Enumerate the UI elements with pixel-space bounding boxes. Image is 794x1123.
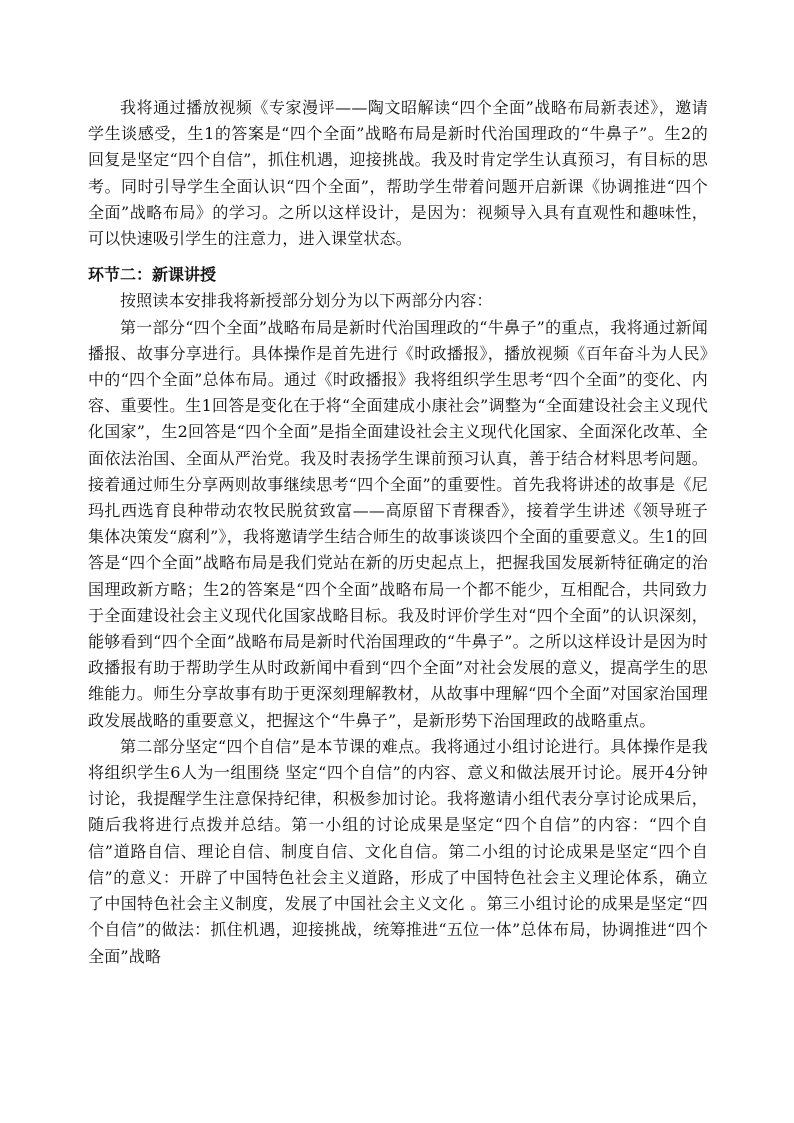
part-one-paragraph: 第一部分“四个全面”战略布局是新时代治国理政的“牛鼻子”的重点，我将通过新闻播报、故事分享进行。具体操作是首先进行《时政播报》，播放视频《百年奋斗为人民》中的“四个全面”总体布局。通过《时政播报》我将组织学生思考“四个全面”的变化、内容、重要性。生1回答是变化在于将“全面建成小康社会”调整为“全面建设社会主义现代化国家”，生2回答是“四个全面”是指全面建设社会主义现代化国家、全面深化改革、全面依法治国、全面从严治党。我及时表扬学生课前预习认真，善于结合材料思考问题。接着通过师生分享两则故事继续思考“四个全面”的重要性。首先我将讲述的故事是《尼玛扎西选育良种带动农牧民脱贫致富——高原留下青稞香》，接着学生讲述《领导班子集体决策发“腐利”》，我将邀请学生结合师生的故事谈谈四个全面的重要意义。生1的回答是“四个全面”战略布局是我们党站在新的历史起点上，把握我国发展新特征确定的治国理政新方略；生2的答案是“四个全面”战略布局一个都不能少，互相配合，共同致力于全面建设社会主义现代化国家战略目标。我及时评价学生对“四个全面”的认识深刻，能够看到“四个全面”战略布局是新时代治国理政的“牛鼻子”。之所以这样设计是因为时政播报有助于帮助学生从时政新闻中看到“四个全面”对社会发展的意义，提高学生的思维能力。师生分享故事有助于更深刻理解教材，从故事中理解“四个全面”对国家治国理政发展战略的重要意义，把握这个“牛鼻子”，是新形势下治国理政的战略重点。 xyxy=(88,317,708,730)
arrangement-paragraph: 按照读本安排我将新授部分划分为以下两部分内容： xyxy=(120,291,493,311)
section-heading: 环节二：新课讲授 xyxy=(88,265,217,285)
document-page xyxy=(88,95,708,970)
part-two-paragraph: 第二部分坚定“四个自信”是本节课的难点。我将通过小组讨论进行。具体操作是我将组织学生6人为一组围绕 坚定“四个自信”的内容、意义和做法展开讨论。展开4分钟讨论，我提醒学生注意保持纪律，积极参加讨论。我将邀请小组代表分享讨论成果后，随后我将进行点拨并总结。第一小组的讨论成果是坚定“四个自信”的内容：“四个自信”道路自信、理论自信、制度自信、文化自信。第二小组的讨论成果是坚定“四个自信”的意义：开辟了中国特色社会主义道路，形成了中国特色社会主义理论体系，确立了中国特色社会主义制度，发展了中国社会主义文化 。第三小组讨论的成果是坚定“四个自信”的做法：抓住机遇，迎接挑战，统筹推进“五位一体”总体布局，协调推进“四个全面”战略 xyxy=(88,736,708,966)
intro-paragraph: 我将通过播放视频《专家漫评——陶文昭解读“四个全面”战略布局新表述》，邀请学生谈感受，生1的答案是“四个全面”战略布局是新时代治国理政的“牛鼻子”。生2的回复是坚定“四个自信”，抓住机遇，迎接挑战。我及时肯定学生认真预习，有目标的思考。同时引导学生全面认识“四个全面”，帮助学生带着问题开启新课《协调推进“四个全面”战略布局》的学习。之所以这样设计，是因为：视频导入具有直观性和趣味性，可以快速吸引学生的注意力，进入课堂状态。 xyxy=(88,98,708,249)
